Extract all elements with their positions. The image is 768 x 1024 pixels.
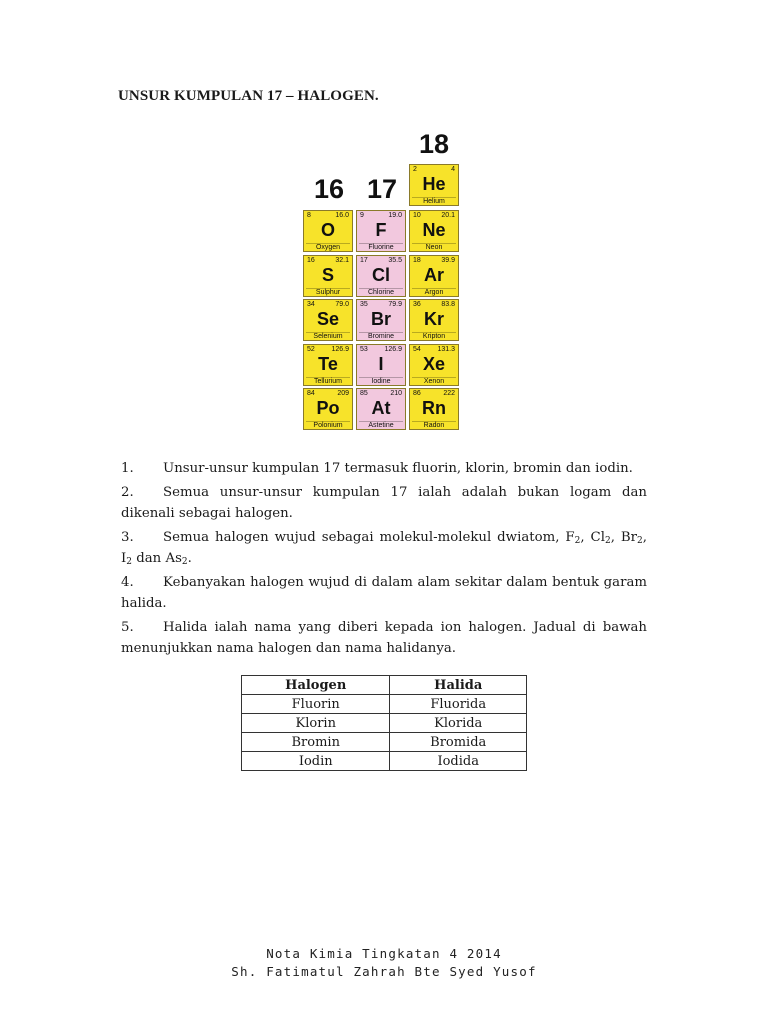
element-num: 18 [413,256,421,264]
element-name: Iodine [357,378,405,385]
element-cell-br [356,299,406,341]
element-mass: 126.9 [331,345,349,353]
table-row: Bromin Bromida [242,733,527,752]
element-name: Xenon [410,378,458,385]
element-cell-te [303,344,353,386]
element-mass: 126.9 [384,345,402,353]
element-cell-s [303,255,353,297]
element-name: Radon [410,422,458,429]
element-sym: S [321,264,334,285]
notes-list [121,458,647,662]
element-sym: At [371,398,391,418]
list-item: 3. Semua halogen wujud sebagai molekul-molekul dwiatom, $F_2$, $Cl_2$, $Br_2$, $I_2$ dan $As_2$. [121,530,647,567]
element-num: 52 [307,345,315,353]
column-header-halogen: Halogen [242,676,390,695]
element-cell-i [356,344,406,386]
element-cell-se [303,299,353,341]
element-mass: 79.0 [335,301,349,308]
element-mass: 209 [337,390,349,397]
element-name: Tellurium [304,378,352,385]
group-17-header: 17 [366,174,398,204]
list-item: 2. Semua unsur-unsur kumpulan 17 ialah adalah bukan logam dan dikenali sebagai halogen. [121,485,647,521]
element-num: 10 [413,212,421,219]
element-name: Selenium [304,333,352,340]
element-num: 53 [360,345,368,353]
element-num: 84 [307,390,315,397]
element-sym: He [422,174,446,194]
element-num: 54 [413,345,421,353]
element-name: Sulphur [304,289,352,296]
element-name: Chlorine [357,289,405,296]
element-num: 35 [360,301,368,308]
page-title: UNSUR KUMPULAN 17 – HALOGEN. [118,88,379,104]
periodic-table-excerpt [290,127,466,437]
element-mass: 210 [390,390,402,397]
element-sym: Rn [422,398,446,418]
element-sym: I [378,353,384,374]
element-num: 17 [360,256,368,264]
element-name: Helium [410,198,458,205]
footer-line-1: Nota Kimia Tingkatan 4 2014 [266,946,502,961]
element-num: 36 [413,301,421,308]
element-cell-xe [409,344,459,386]
element-name: Bromine [357,333,405,340]
element-cell-he [409,164,459,206]
table-row: Iodin Iodida [242,752,527,771]
element-sym: Cl [372,264,390,285]
element-cell-at [356,388,406,430]
list-item: 1. Unsur-unsur kumpulan 17 termasuk fluorin, klorin, bromin dan iodin. [121,461,633,476]
list-item: 5. Halida ialah nama yang diberi kepada ion halogen. Jadual di bawah menunjukkan nama halogen dan nama halidanya. [121,620,647,656]
element-sym: Ne [422,220,446,240]
element-sym: Ar [423,264,444,285]
element-num: 34 [307,301,315,308]
element-name: Astetine [357,422,405,429]
table-row: Klorin Klorida [242,714,527,733]
element-mass: 222 [443,390,455,397]
element-num: 8 [307,212,311,219]
element-name: Neon [410,244,458,251]
element-num: 85 [360,390,368,397]
element-sym: Te [318,353,338,374]
element-num: 2 [413,166,417,173]
element-mass: 16.0 [335,212,349,219]
list-item: 4. Kebanyakan halogen wujud di dalam alam sekitar dalam bentuk garam halida. [121,575,647,611]
element-name: Oxygen [304,244,352,251]
element-mass: 32.1 [335,256,349,264]
element-mass: 35.5 [388,256,402,264]
element-mass: 4 [451,166,455,173]
element-cell-cl [356,255,406,297]
halogen-halida-table [241,675,527,771]
element-num: 9 [360,212,364,219]
element-sym: Po [316,398,340,418]
element-num: 16 [307,256,315,264]
group-16-header: 16 [313,174,345,204]
element-sym: Xe [422,353,446,374]
footer-line-2: Sh. Fatimatul Zahrah Bte Syed Yusof [231,964,537,979]
element-mass: 83.8 [441,301,455,308]
element-cell-kr [409,299,459,341]
element-cell-ne [409,210,459,252]
element-name: Polonium [304,422,352,429]
element-sym: F [375,220,387,240]
column-header-halida: Halida [390,676,527,695]
element-mass: 20.1 [441,212,455,219]
element-mass: 131.3 [437,345,455,353]
element-cell-f [356,210,406,252]
element-name: Kripton [410,333,458,340]
element-cell-ar [409,255,459,297]
element-cell-o [303,210,353,252]
table-row: Fluorin Fluorida [242,695,527,714]
table-header-row [242,676,527,695]
element-cell-po [303,388,353,430]
element-mass: 79.9 [388,301,402,308]
element-num: 86 [413,390,421,397]
element-sym: Kr [423,309,444,329]
element-sym: O [320,220,335,240]
element-mass: 39.9 [441,256,455,264]
element-name: Argon [410,289,458,296]
element-sym: Se [316,309,340,329]
element-cell-rn [409,388,459,430]
group-18-header: 18 [418,129,450,159]
element-mass: 19.0 [388,212,402,219]
element-sym: Br [370,309,391,329]
element-name: Fluorine [357,244,405,251]
